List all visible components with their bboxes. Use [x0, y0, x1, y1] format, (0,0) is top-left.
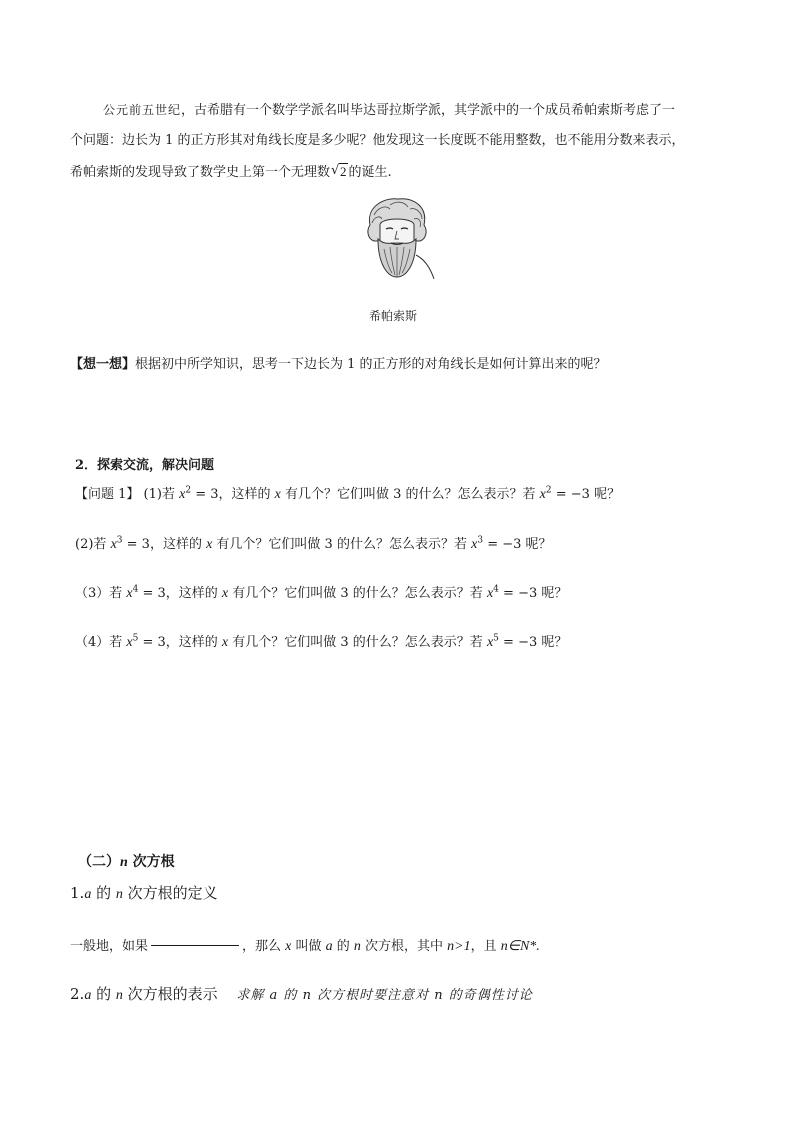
representation-heading [70, 985, 533, 1005]
repr-var-a: a [84, 988, 92, 1003]
intro-line3-post: 的诞生. [348, 165, 392, 180]
intro-line-3 [70, 163, 392, 182]
sqrt-radicand: 2 [340, 164, 347, 179]
q2-prefix: (2)若 [75, 537, 111, 552]
definition-blank[interactable] [151, 945, 239, 946]
q3-var: x [126, 586, 133, 601]
q2-var: x [110, 537, 117, 552]
part2-title [78, 853, 175, 872]
q3-prefix: （3）若 [75, 586, 127, 601]
q4-var-3: x [486, 635, 494, 650]
def-var-n: n [115, 887, 123, 902]
part2-title-var: n [120, 855, 128, 870]
q1-mid: 有几个？它们叫做 3 的什么？怎么表示？若 [280, 487, 540, 502]
q4-prefix: （4）若 [75, 635, 127, 650]
repr-post: 次方根的表示 [122, 985, 218, 1003]
sqrt-two: √ 2 [331, 163, 347, 179]
question-1-3 [75, 585, 567, 603]
def-text-n: n [353, 939, 361, 954]
q3-exp-2: 4 [493, 584, 499, 595]
intro-era: 公元前五世纪 [103, 103, 182, 117]
q2-eq2: = −3 呢？ [483, 537, 552, 552]
q2-var-3: x [471, 537, 478, 552]
q4-exp: 5 [132, 633, 139, 644]
q3-var-2: x [221, 586, 229, 601]
definition-heading [70, 884, 218, 904]
def-post: 次方根的定义 [122, 884, 218, 902]
def-text-6: ，且 [470, 939, 501, 954]
q1-exp-2: 2 [545, 485, 552, 496]
q3-eq: = 3，这样的 [138, 586, 222, 601]
repr-var-n: n [115, 988, 123, 1003]
q3-mid: 有几个？它们叫做 3 的什么？怎么表示？若 [228, 586, 487, 601]
question-1-2 [75, 536, 552, 554]
q1-eq2: = −3 呢？ [551, 487, 621, 502]
intro-line3-pre: 希帕索斯的发现导致了数学史上第一个无理数 [70, 165, 331, 180]
q1-label: 【问题 1】 [75, 487, 140, 502]
def-cond: n>1 [447, 939, 471, 954]
q4-eq2: = −3 呢？ [498, 635, 568, 650]
q4-mid: 有几个？它们叫做 3 的什么？怎么表示？若 [228, 635, 487, 650]
part2-title-pre: （二） [78, 854, 120, 870]
q2-exp: 3 [116, 535, 123, 546]
think-label: 【想一想】 [70, 357, 136, 372]
def-num: 1. [70, 884, 85, 902]
q4-var: x [126, 635, 133, 650]
q1-eq: = 3，这样的 [191, 487, 275, 502]
q3-exp: 4 [132, 584, 139, 595]
intro-line1-text: ，古希腊有一个数学学派名叫毕达哥拉斯学派，其学派中的一个成员希帕索斯考虑了一 [181, 103, 676, 118]
q3-var-3: x [486, 586, 494, 601]
portrait-caption: 希帕索斯 [369, 309, 418, 323]
part2-title-post: 次方根 [127, 854, 175, 870]
intro-line-2: 个问题：边长为 1 的正方形其对角线长度是多少呢？他发现这一长度既不能用整数，也不能用分数来表示， [70, 133, 685, 148]
q4-exp-2: 5 [493, 633, 499, 644]
think-line [70, 356, 607, 374]
question-1-1 [75, 486, 620, 504]
def-text-3: 叫做 [291, 939, 326, 954]
def-text-5: 次方根，其中 [360, 939, 448, 954]
intro-line-1 [103, 101, 675, 120]
q2-mid: 有几个？它们叫做 3 的什么？怎么表示？若 [212, 537, 472, 552]
q1-var-2: x [274, 487, 281, 502]
q4-var-2: x [221, 635, 229, 650]
q1-var: x [179, 487, 186, 502]
definition-text [70, 938, 540, 956]
def-text-2: ，那么 [242, 939, 286, 954]
def-text-x: x [285, 939, 292, 954]
representation-note: 求解 a 的 n 次方根时要注意对 n 的奇偶性讨论 [236, 988, 533, 1003]
def-text-4: 的 [332, 939, 354, 954]
q2-var-2: x [206, 537, 213, 552]
q4-eq: = 3，这样的 [138, 635, 222, 650]
q1-var-3: x [539, 487, 546, 502]
repr-mid: 的 [91, 985, 116, 1003]
question-1-4 [75, 634, 567, 652]
def-mid: 的 [91, 884, 116, 902]
think-text: 根据初中所学知识，思考一下边长为 1 的正方形的对角线长是如何计算出来的呢？ [135, 357, 607, 372]
q3-eq2: = −3 呢？ [498, 586, 568, 601]
q1-prefix: (1)若 [143, 487, 180, 502]
def-text-a: a [325, 939, 333, 954]
hippasus-portrait-icon [356, 195, 438, 281]
q2-eq: = 3，这样的 [122, 537, 207, 552]
def-cond2: n∈N*. [500, 939, 540, 954]
repr-num: 2. [70, 985, 85, 1003]
def-text-1: 一般地，如果 [70, 939, 149, 954]
section2-title: 2．探索交流，解决问题 [75, 458, 215, 473]
q1-exp: 2 [185, 485, 192, 496]
def-var-a: a [84, 887, 92, 902]
q2-exp-2: 3 [477, 535, 484, 546]
